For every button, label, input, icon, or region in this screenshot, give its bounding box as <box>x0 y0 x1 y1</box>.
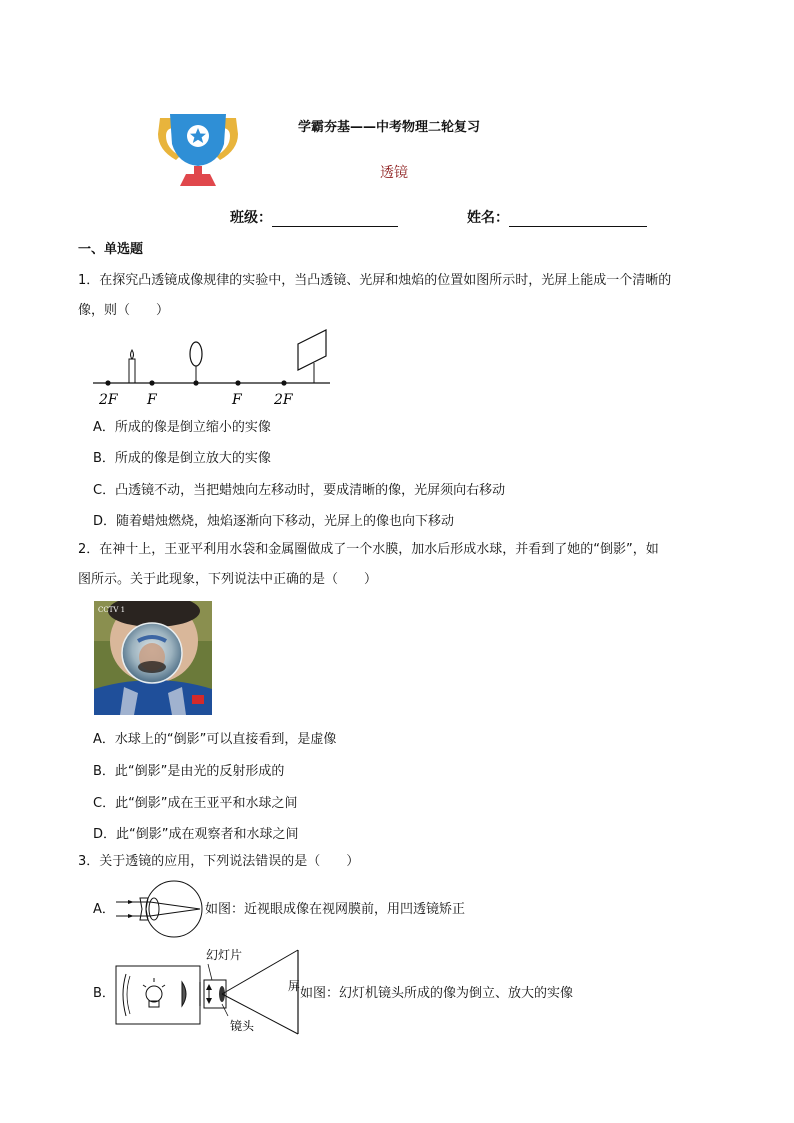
candle-flame <box>131 350 134 359</box>
trophy-base <box>180 174 216 186</box>
q2-option-b[interactable]: B．此“倒影”是由光的反射形成的 <box>93 764 285 779</box>
reflector <box>123 974 126 1016</box>
label-screen: 屏 <box>288 979 301 993</box>
point-2f-right <box>281 380 286 385</box>
q1-optical-bench-diagram <box>88 326 338 410</box>
class-label: 班级： <box>230 210 272 226</box>
q1-option-b[interactable]: B．所成的像是倒立放大的实像 <box>93 451 271 466</box>
arrow-down-icon <box>206 998 212 1004</box>
lamp-bulb <box>146 986 162 1002</box>
convex-lens <box>190 342 202 366</box>
q1-option-a[interactable]: A．所成的像是倒立缩小的实像 <box>93 420 271 435</box>
name-blank[interactable] <box>509 210 647 227</box>
light-screen <box>298 330 326 370</box>
q3-option-a-text[interactable]: 如图：近视眼成像在视网膜前，用凹透镜矫正 <box>205 902 466 917</box>
q3-projector-diagram <box>112 944 302 1036</box>
projector-box <box>116 966 200 1024</box>
q2-stem-line1: 2．在神十上，王亚平利用水袋和金属圈做成了一个水膜，加水后形成水球，并看到了她的“倒影”，如 <box>78 542 659 557</box>
q2-option-c[interactable]: C．此“倒影”成在王亚平和水球之间 <box>93 796 298 811</box>
label-lens: 镜头 <box>230 1019 255 1033</box>
q2-stem-line2: 图所示。关于此现象，下列说法中正确的是（ ） <box>78 572 378 587</box>
label-f-left: F <box>147 392 157 408</box>
name-field <box>467 207 647 227</box>
condenser-lens <box>182 982 186 1006</box>
q2-water-ball-photo <box>94 601 212 715</box>
q2-option-a[interactable]: A．水球上的“倒影”可以直接看到，是虚像 <box>93 732 337 747</box>
point-f-right <box>235 380 240 385</box>
point-lens-center <box>193 380 198 385</box>
point-2f-left <box>105 380 110 385</box>
label-2f-right: 2F <box>274 392 293 408</box>
arrow-icon <box>128 914 134 918</box>
label-slide: 幻灯片 <box>206 948 243 962</box>
candle <box>129 359 135 383</box>
arrow-up-icon <box>206 984 212 990</box>
q3-myopia-diagram <box>114 878 206 940</box>
page-subtitle: 透镜 <box>380 165 408 181</box>
arrow-icon <box>128 900 134 904</box>
trophy-logo <box>152 110 244 190</box>
flag-patch <box>192 695 204 704</box>
label-f-right: F <box>232 392 242 408</box>
q1-option-c[interactable]: C．凸透镜不动，当把蜡烛向左移动时，要成清晰的像，光屏须向右移动 <box>93 483 506 498</box>
q1-stem-line2: 像，则（ ） <box>78 303 170 318</box>
q2-option-d[interactable]: D．此“倒影”成在观察者和水球之间 <box>93 827 299 842</box>
q3-stem: 3．关于透镜的应用，下列说法错误的是（ ） <box>78 854 360 869</box>
point-f-left <box>149 380 154 385</box>
section-heading: 一、单选题 <box>78 242 144 257</box>
q3-option-a-letter[interactable]: A． <box>93 902 115 917</box>
trophy-stem <box>194 166 202 174</box>
class-field <box>230 207 398 227</box>
page-title: 学霸夯基——中考物理二轮复习 <box>298 120 481 135</box>
q1-option-d[interactable]: D．随着蜡烛燃烧，烛焰逐渐向下移动，光屏上的像也向下移动 <box>93 514 455 529</box>
q1-stem-line1: 1．在探究凸透镜成像规律的实验中，当凸透镜、光屏和烛焰的位置如图所示时，光屏上能成一个清晰的 <box>78 273 672 288</box>
eye-lens <box>149 898 159 920</box>
q3-option-b-letter[interactable]: B． <box>93 986 115 1001</box>
eyeball <box>146 881 202 937</box>
tv-logo: CCTV 1 <box>98 606 126 614</box>
q3-option-b-text[interactable]: 如图：幻灯机镜头所成的像为倒立、放大的实像 <box>300 986 574 1001</box>
class-blank[interactable] <box>272 210 398 227</box>
name-label: 姓名： <box>467 210 509 226</box>
label-2f-left: 2F <box>99 392 118 408</box>
